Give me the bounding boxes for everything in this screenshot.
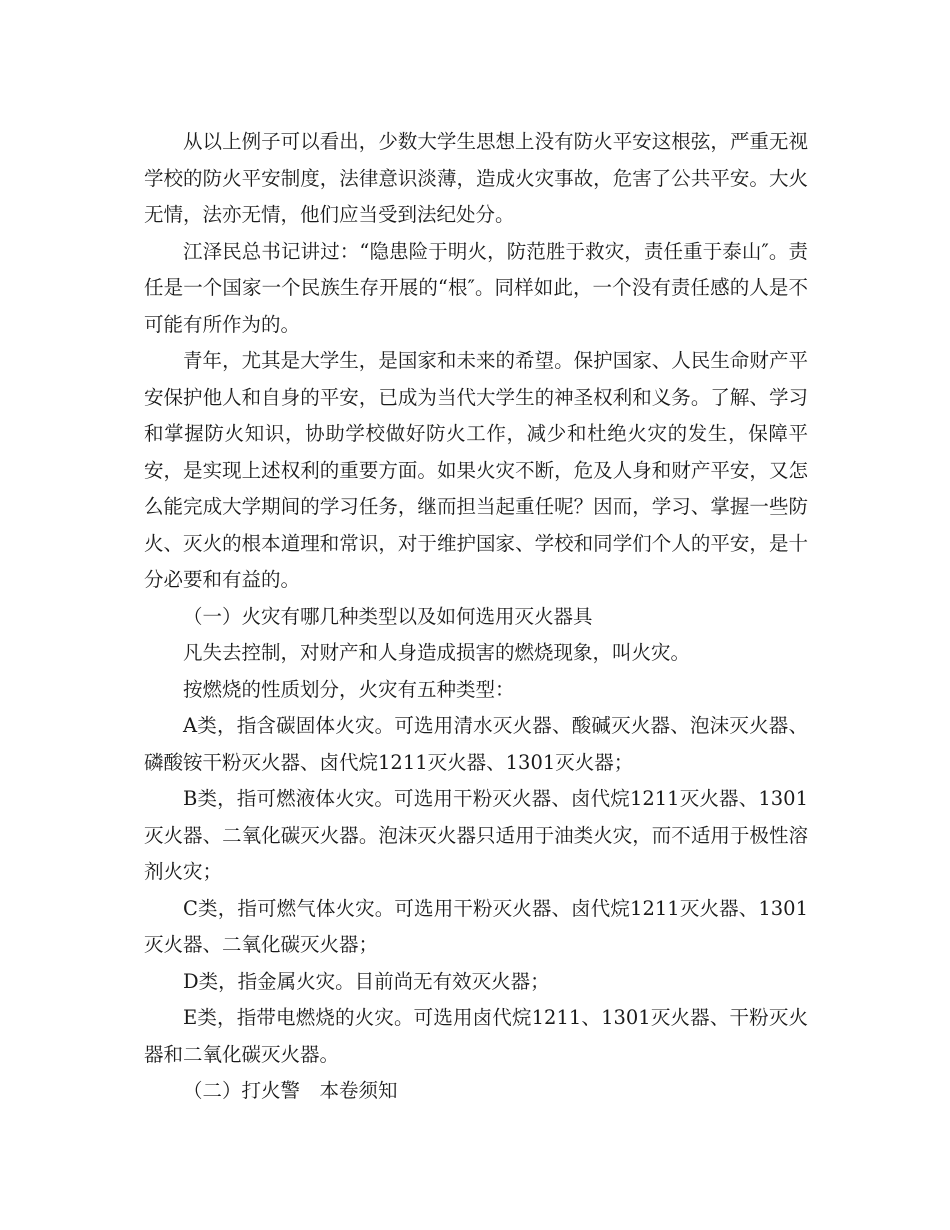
- paragraph-class-b: B类，指可燃液体火灾。可选用干粉灭火器、卤代烷1211灭火器、1301灭火器、二氧化碳灭火器。泡沫灭火器只适用于油类火灾，而不适用于极性溶剂火灾；: [144, 787, 808, 883]
- section-heading-fire-types: （一）火灾有哪几种类型以及如何选用灭火器具: [183, 604, 593, 628]
- document-body: [144, 124, 808, 1110]
- paragraph-student-fire-safety: 从以上例子可以看出，少数大学生思想上没有防火平安这根弦，严重无视学校的防火平安制度，法律意识淡薄，造成火灾事故，危害了公共平安。大火无情，法亦无情，他们应当受到法纪处分。: [144, 130, 808, 226]
- paragraph-responsibility-quote: 江泽民总书记讲过：“隐患险于明火，防范胜于救灾，责任重于泰山″。责任是一个国家一个民族生存开展的“根″。同样如此，一个没有责任感的人是不可能有所作为的。: [144, 239, 808, 336]
- paragraph-class-c: C类，指可燃气体火灾。可选用干粉灭火器、卤代烷1211灭火器、1301灭火器、二氧化碳灭火器；: [144, 896, 808, 956]
- paragraph-class-e: E类，指带电燃烧的火灾。可选用卤代烷1211、1301灭火器、干粉灭火器和二氧化碳灭火器。: [144, 1006, 808, 1066]
- paragraph-fire-definition: 凡失去控制，对财产和人身造成损害的燃烧现象，叫火灾。: [183, 641, 691, 664]
- paragraph-class-a: A类，指含碳固体火灾。可选用清水灭火器、酸碱灭火器、泡沫灭火器、磷酸铵干粉灭火器、卤代烷1211灭火器、1301灭火器；: [144, 714, 808, 774]
- paragraph-five-types-intro: 按燃烧的性质划分，火灾有五种类型：: [183, 677, 515, 701]
- paragraph-class-d: D类，指金属火灾。目前尚无有效灭火器；: [183, 969, 550, 993]
- section-heading-fire-alarm: （二）打火警 本卷须知: [183, 1079, 398, 1102]
- paragraph-youth-duty: 青年，尤其是大学生，是国家和未来的希望。保护国家、人民生命财产平安保护他人和自身的平安，已成为当代大学生的神圣权利和义务。了解、学习和掌握防火知识，协助学校做好防火工作，减少和杜绝火灾的发生，保障平安，是实现上述权利的重要方面。如果火灾不断，危及人身和财产平安，又怎么能完成大学期间的学习任务，继而担当起重任呢？因而，学习、掌握一些防火、灭火的根本道理和常识，对于维护国家、学校和同学们个人的平安，是十分必要和有益的。: [144, 349, 808, 591]
